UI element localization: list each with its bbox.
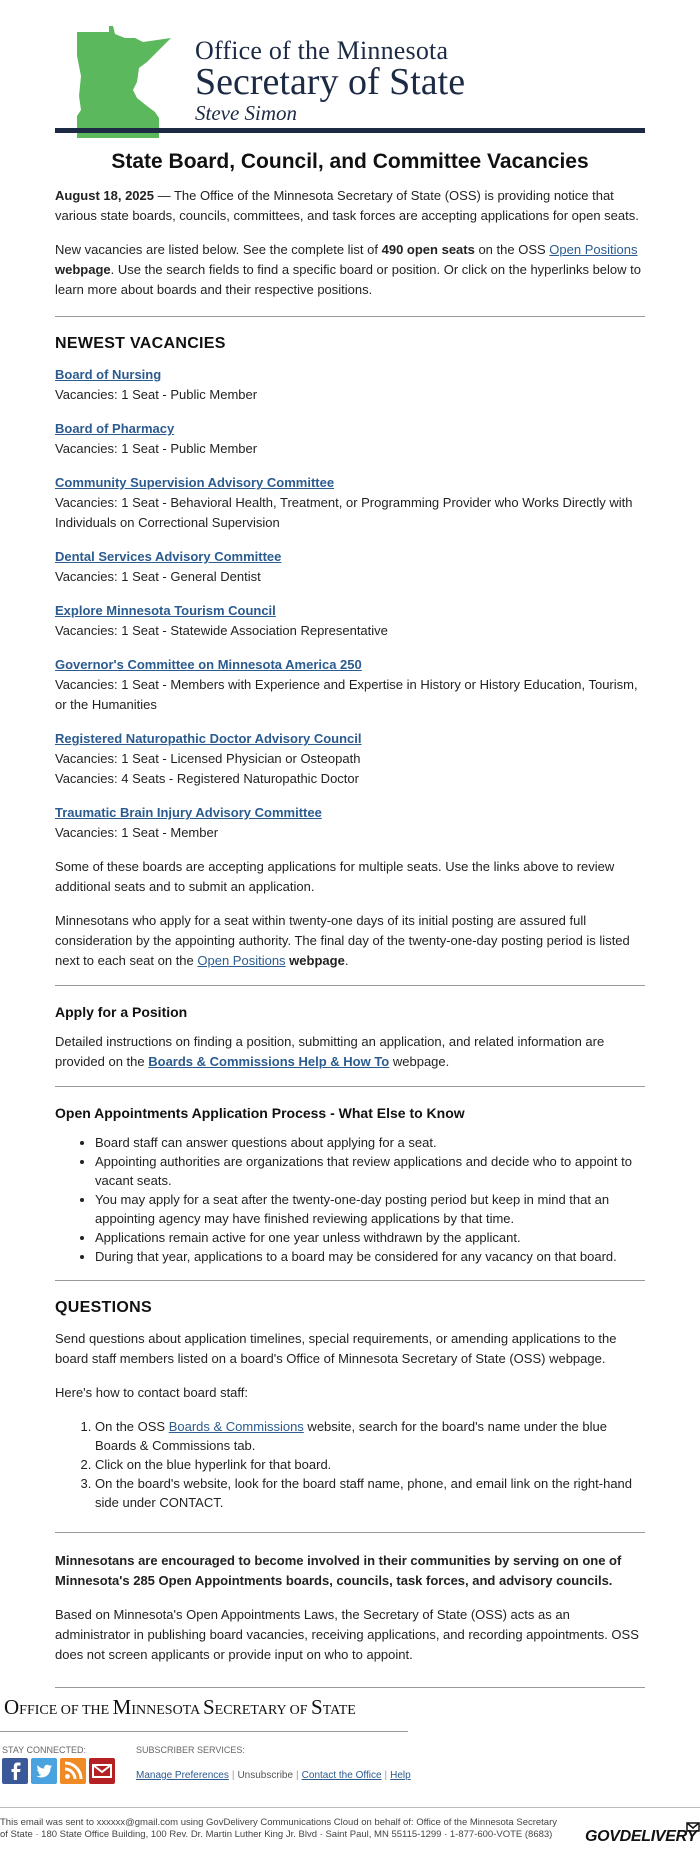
vacancy-item: [55, 803, 645, 843]
manage-preferences-link[interactable]: Manage Preferences: [136, 1770, 229, 1781]
process-bullet: • Board staff can answer questions about applying for a seat.: [95, 1133, 645, 1152]
process-bullet: • Appointing authorities are organizations that review applications and decide who to appoint to vacant seats.: [95, 1152, 645, 1190]
footer-divider: [0, 1731, 408, 1732]
process-list: [55, 1133, 645, 1266]
process-heading: Open Appointments Application Process - What Else to Know: [55, 1105, 465, 1121]
pipe-separator: |: [296, 1770, 299, 1781]
subscriber-links: [136, 1770, 411, 1781]
footer-title-part: TATE: [322, 1703, 356, 1718]
board-link[interactable]: Board of Nursing: [55, 367, 162, 382]
open-positions-link[interactable]: Open Positions: [549, 242, 638, 257]
contact-step: 3. On the board's website, look for the board staff name, phone, and email link on the right-hand side under CONTACT.: [95, 1474, 645, 1512]
board-link[interactable]: Community Supervision Advisory Committee: [55, 475, 335, 490]
posting-webpage: webpage: [285, 953, 345, 968]
posting-text: Minnesotans who apply for a seat within twenty-one days of its initial posting are assured full consideration by the appointing authority. The final day of the twenty-one-day posting period is listed next to each seat on the: [55, 913, 630, 968]
vacancy-list: [55, 365, 645, 843]
open-positions-link-2[interactable]: Open Positions: [197, 953, 286, 968]
twitter-icon[interactable]: [31, 1758, 57, 1784]
posting-end: .: [344, 953, 349, 968]
vacancy-seats: Vacancies: 4 Seats - Registered Naturopathic Doctor: [55, 771, 359, 786]
vacancy-seats: Vacancies: 1 Seat - Member: [55, 825, 219, 840]
posting-period-paragraph: [55, 911, 645, 971]
contact-intro: Here's how to contact board staff:: [55, 1385, 249, 1400]
intro-paragraph-2: [55, 240, 645, 300]
vacancy-seats: Vacancies: 1 Seat - Members with Experience and Expertise in History or History Education, Tourism, or the Humanities: [55, 677, 638, 712]
encouragement-paragraph: [55, 1551, 645, 1591]
newest-vacancies-heading: NEWEST VACANCIES: [55, 335, 226, 352]
process-bullet: • During that year, applications to a board may be considered for any vacancy on that board.: [95, 1247, 645, 1266]
open-appointments-paragraph: Based on Minnesota's Open Appointments Laws, the Secretary of State (OSS) acts as an administrator in publishing board vacancies, receiving applications, and recording appointments. OSS does not screen applicants or provide input on who to appoint.: [55, 1607, 639, 1662]
intro2-webpage: webpage: [55, 262, 111, 277]
vacancy-item: [55, 419, 645, 459]
board-link[interactable]: Traumatic Brain Injury Advisory Committee: [55, 805, 322, 820]
govdelivery-envelope-icon: [686, 1821, 700, 1833]
footer-title-part: M: [112, 1695, 132, 1719]
intro-text: — The Office of the Minnesota Secretary of State (OSS) is providing notice that various state boards, councils, committees, and task forces are accepting applications for open seats.: [55, 188, 639, 223]
questions-heading: QUESTIONS: [55, 1299, 152, 1316]
email-body: [55, 0, 645, 1688]
facebook-icon[interactable]: [2, 1758, 28, 1784]
intro2-text-a: New vacancies are listed below. See the complete list of: [55, 242, 382, 257]
intro-paragraph: [55, 186, 645, 226]
vacancy-seats: Vacancies: 1 Seat - Statewide Association Representative: [55, 623, 388, 638]
section-divider: [55, 1280, 645, 1281]
pipe-separator: |: [231, 1770, 235, 1781]
apply-paragraph: [55, 1032, 645, 1072]
vacancy-seats: Vacancies: 1 Seat - Public Member: [55, 387, 258, 402]
govdelivery-logo[interactable]: GOVDELIVERY: [585, 1828, 697, 1845]
social-icons: [2, 1758, 115, 1784]
board-link[interactable]: Board of Pharmacy: [55, 421, 175, 436]
rss-icon[interactable]: [60, 1758, 86, 1784]
process-bullet: • You may apply for a seat after the twenty-one-day posting period but keep in mind that an appointing agency may have finished reviewing applications by that time.: [95, 1190, 645, 1228]
contact-office-link[interactable]: Contact the Office: [301, 1770, 382, 1781]
questions-paragraph: Send questions about application timelines, special requirements, or amending applications to the board staff members listed on a board's Office of Minnesota Secretary of State (OSS) webpage.: [55, 1331, 617, 1366]
vacancy-seats: Vacancies: 1 Seat - General Dentist: [55, 569, 261, 584]
vacancy-seats: Vacancies: 1 Seat - Behavioral Health, Treatment, or Programming Provider who Works Directly with Individuals on Correctional Supervision: [55, 495, 633, 530]
oss-header: [55, 0, 645, 132]
help-link[interactable]: Help: [390, 1770, 411, 1781]
page-title: State Board, Council, and Committee Vacancies: [111, 150, 589, 173]
oss-title-line1: Office of the Minnesota: [195, 36, 449, 65]
boards-commissions-link[interactable]: Boards & Commissions: [168, 1419, 304, 1434]
oss-secretary-name: Steve Simon: [195, 101, 298, 125]
footer-title-part: INNESOTA: [131, 1703, 203, 1718]
vacancy-item: [55, 473, 645, 533]
subscriber-services-label: SUBSCRIBER SERVICES:: [136, 1745, 245, 1755]
contact-step: [95, 1417, 645, 1455]
pipe-separator: |: [384, 1770, 388, 1781]
board-link[interactable]: Governor's Committee on Minnesota America 250: [55, 657, 362, 672]
section-divider: [55, 316, 645, 317]
footer-oss-title: [4, 1695, 356, 1720]
email-icon[interactable]: [89, 1758, 115, 1784]
board-link[interactable]: Dental Services Advisory Committee: [55, 549, 282, 564]
open-seats-count: 490 open seats: [381, 242, 475, 257]
minnesota-map-icon: [75, 26, 175, 138]
footer-divider-2: [0, 1807, 700, 1808]
help-how-to-link[interactable]: Boards & Commissions Help & How To: [148, 1054, 390, 1069]
step1-text-b: website, search for the board's name under the blue Boards & Commissions tab.: [95, 1419, 607, 1453]
section-divider: [55, 1687, 645, 1688]
step1-text-a: On the OSS: [95, 1419, 169, 1434]
footer-title-part: O: [4, 1695, 20, 1719]
vacancy-item: [55, 365, 645, 405]
apply-heading: Apply for a Position: [55, 1004, 188, 1020]
stay-connected-label: STAY CONNECTED:: [2, 1745, 87, 1755]
vacancy-item: [55, 729, 645, 789]
oss-title-line2: Secretary of State: [195, 61, 466, 103]
footer-title-part: FFICE OF THE: [19, 1703, 113, 1718]
vacancy-item: [55, 655, 645, 715]
apply-text-b: webpage.: [389, 1054, 450, 1069]
intro2-text-b: on the OSS: [474, 242, 550, 257]
vacancy-seats: Vacancies: 1 Seat - Public Member: [55, 441, 258, 456]
section-divider: [55, 1532, 645, 1533]
vacancy-seats: Vacancies: 1 Seat - Licensed Physician or Osteopath: [55, 751, 361, 766]
contact-steps: [55, 1417, 645, 1512]
header-divider: [55, 128, 645, 133]
board-link[interactable]: Registered Naturopathic Doctor Advisory Council: [55, 731, 362, 746]
fine-print: This email was sent to xxxxxx@gmail.com using GovDelivery Communications Cloud on behalf of: Office of the Minnesota Secretary of State · 180 State Office Building, 100 Rev. Dr. Martin Luther King Jr. Blvd · Saint Paul, MN 55115-1299 · 1-877-600-VOTE (8683): [0, 1817, 558, 1840]
encouragement-text: Minnesotans are encouraged to become involved in their communities by serving on one of Minnesota's 285 Open Appointments boards, councils, task forces, and advisory councils.: [55, 1553, 622, 1588]
footer-title-part: S: [202, 1695, 215, 1719]
vacancy-item: [55, 601, 645, 641]
apply-text-a: Detailed instructions on finding a position, submitting an application, and related information are provided on the: [55, 1034, 605, 1069]
multiple-seats-paragraph: Some of these boards are accepting applications for multiple seats. Use the links above to review additional seats and to submit an application.: [55, 859, 615, 894]
footer-title-part: S: [311, 1695, 323, 1719]
section-divider: [55, 985, 645, 986]
board-link[interactable]: Explore Minnesota Tourism Council: [55, 603, 276, 618]
footer-title-part: ECRETARY OF: [214, 1703, 312, 1718]
process-bullet: • Applications remain active for one year unless withdrawn by the applicant.: [95, 1228, 645, 1247]
unsubscribe-link[interactable]: Unsubscribe: [237, 1770, 294, 1781]
section-divider: [55, 1086, 645, 1087]
contact-step: 2. Click on the blue hyperlink for that board.: [95, 1455, 645, 1474]
intro2-text-c: . Use the search fields to find a specific board or position. Or click on the hyperlinks below to learn more about boards and their respective positions.: [55, 262, 641, 297]
notice-date: August 18, 2025: [55, 188, 154, 203]
vacancy-item: [55, 547, 645, 587]
